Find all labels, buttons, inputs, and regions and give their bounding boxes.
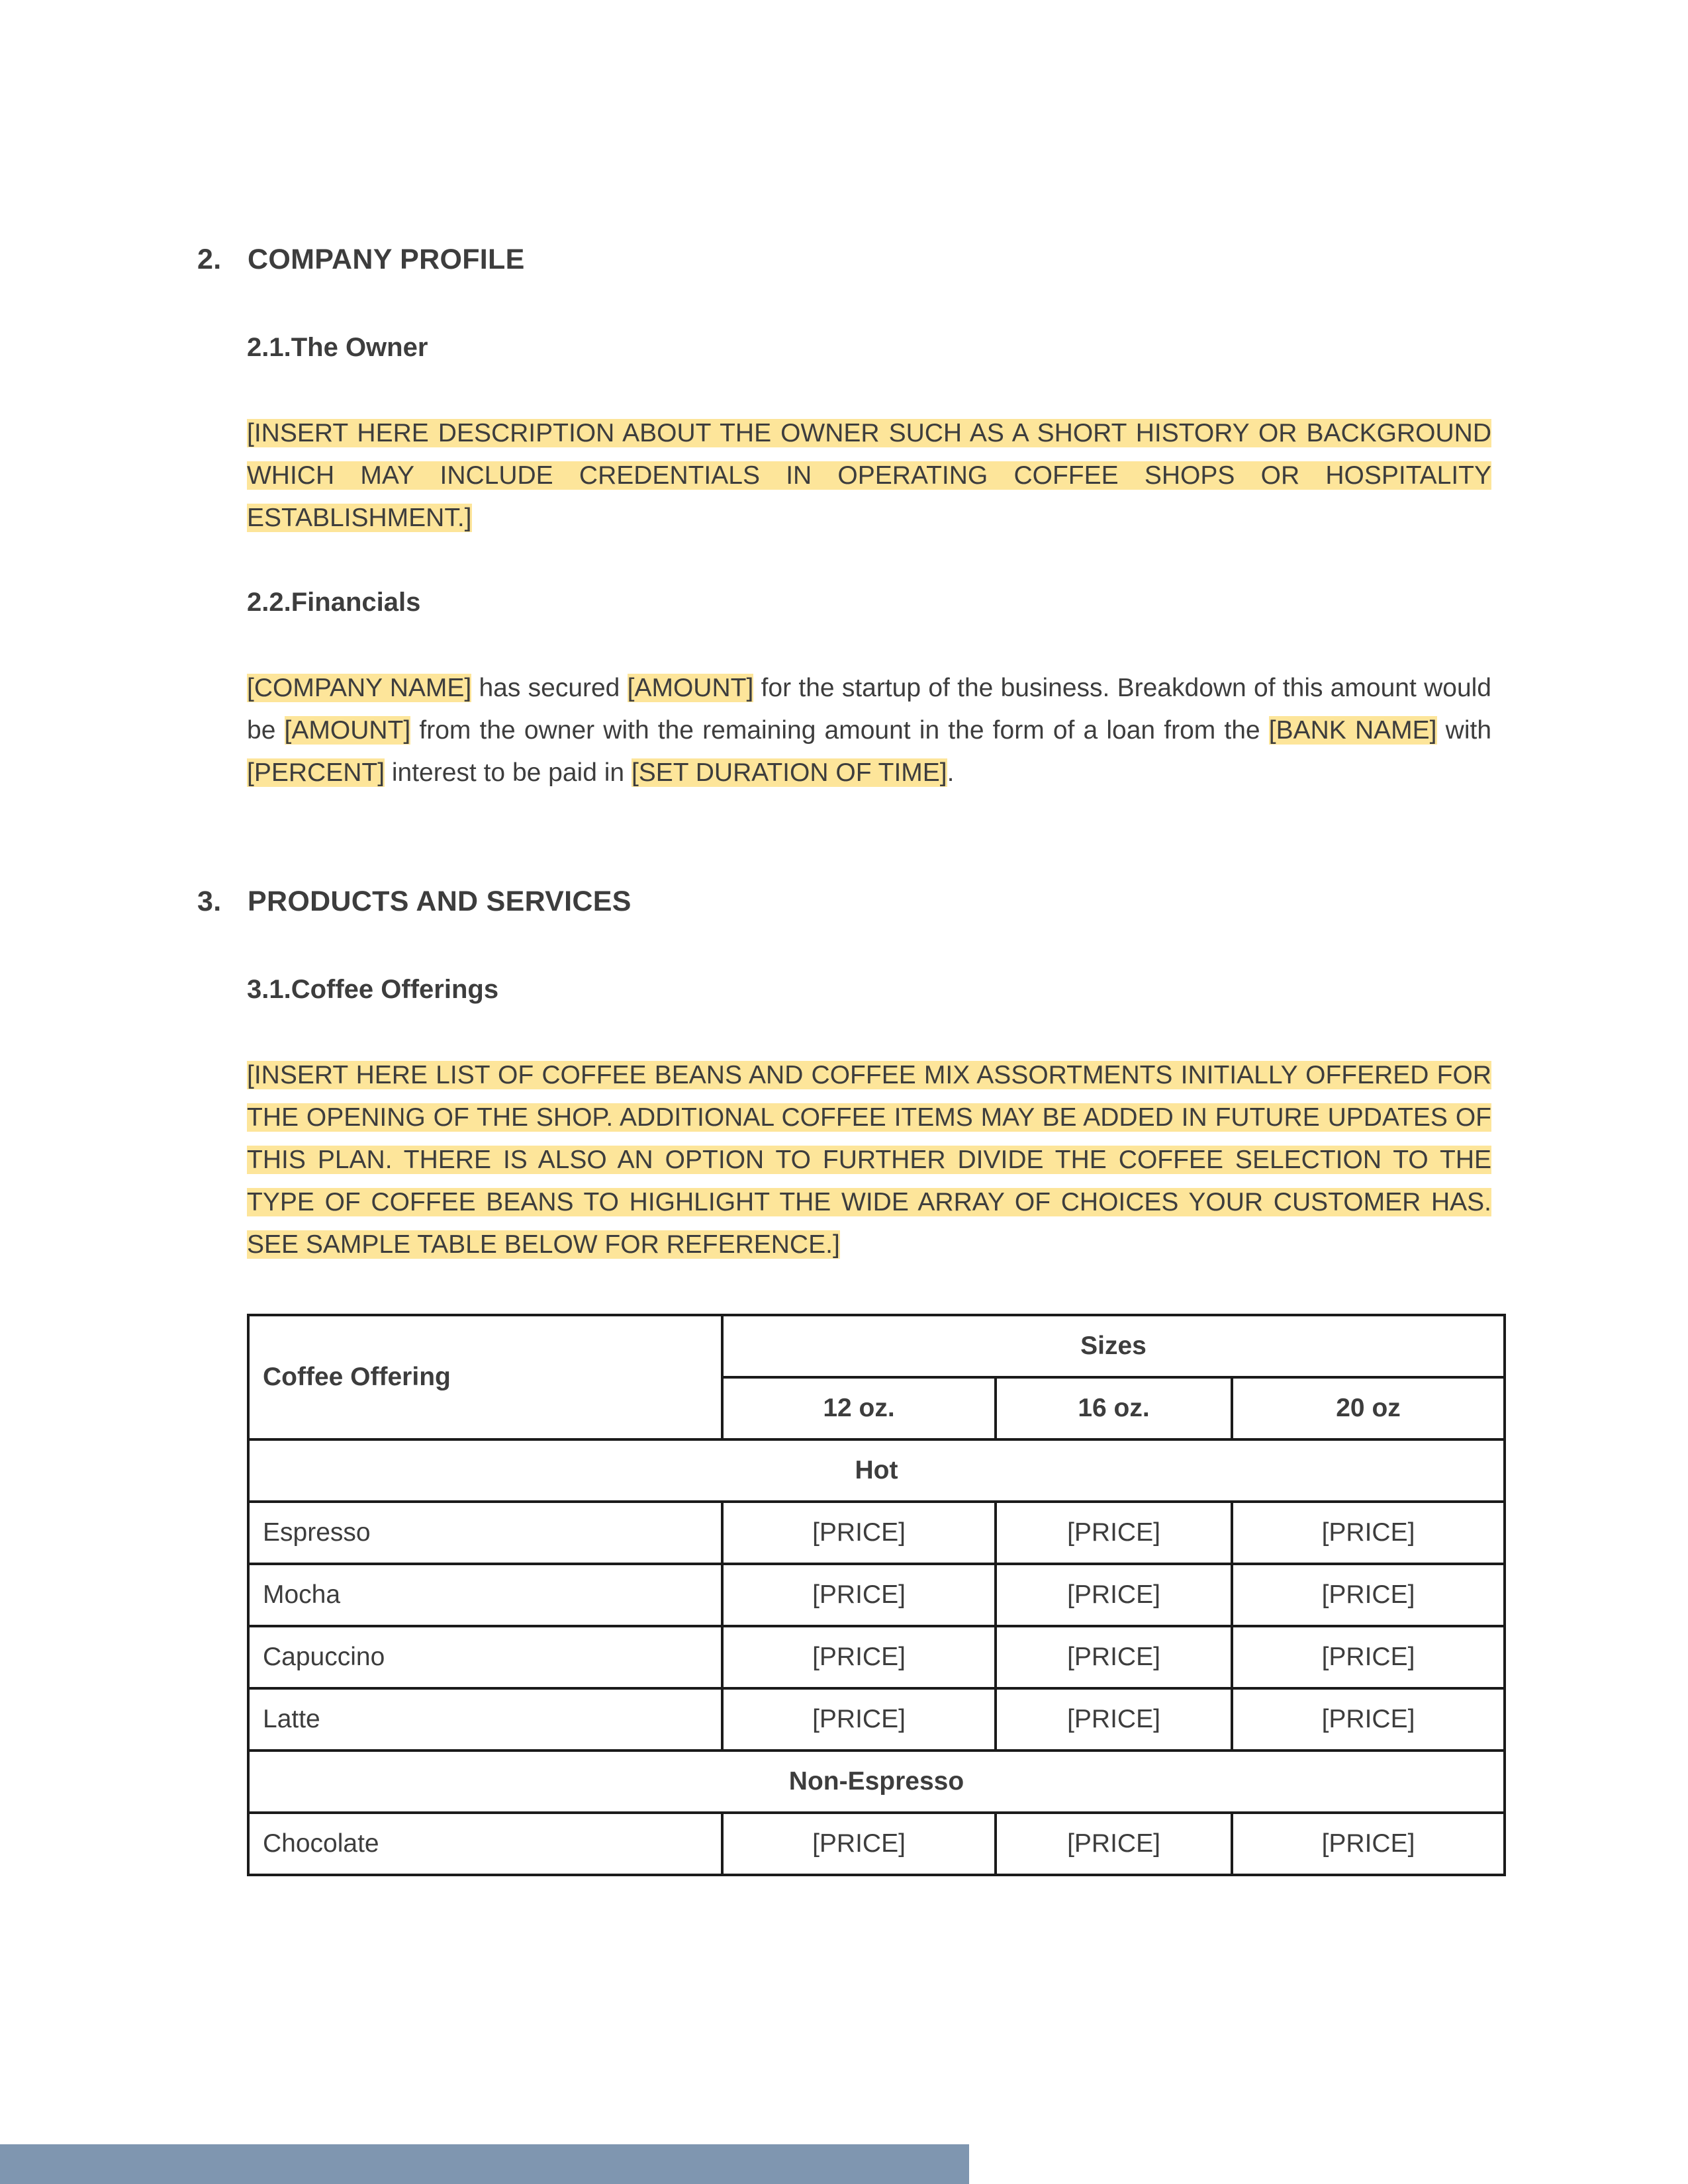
price-cell: [PRICE]: [1232, 1688, 1505, 1751]
financials-text: from the owner with the remaining amount in the form of a loan from the: [410, 716, 1269, 745]
amount-placeholder: [AMOUNT]: [627, 674, 754, 702]
price-cell: [PRICE]: [1232, 1564, 1505, 1626]
financials-text: has secured: [471, 674, 628, 702]
size-header: 20 oz: [1232, 1377, 1505, 1439]
subheading-coffee-offerings: 3.1.Coffee Offerings: [247, 975, 499, 1004]
offering-name: Latte: [248, 1688, 722, 1751]
financials-text: .: [947, 758, 955, 787]
coffee-offerings-paragraph: [247, 1054, 1491, 1266]
price-cell: [PRICE]: [722, 1688, 996, 1751]
table-row: [248, 1813, 1505, 1875]
price-cell: [PRICE]: [996, 1564, 1232, 1626]
price-cell: [PRICE]: [1232, 1626, 1505, 1688]
price-cell: [PRICE]: [1232, 1502, 1505, 1564]
bank-name-placeholder: [BANK NAME]: [1268, 716, 1437, 745]
duration-placeholder: [SET DURATION OF TIME]: [631, 758, 947, 787]
group-non-espresso: Non-Espresso: [248, 1751, 1505, 1813]
company-name-placeholder: [COMPANY NAME]: [247, 674, 472, 702]
footer-accent-bar: [0, 2144, 969, 2184]
offering-name: Mocha: [248, 1564, 722, 1626]
financials-text: interest to be paid in: [385, 758, 632, 787]
financials-text: with: [1436, 716, 1492, 745]
section-title: PRODUCTS AND SERVICES: [248, 886, 632, 917]
table-group-row: [248, 1751, 1505, 1813]
price-cell: [PRICE]: [722, 1813, 996, 1875]
percent-placeholder: [PERCENT]: [247, 758, 385, 787]
section-heading-products-services: [197, 886, 632, 918]
amount-placeholder: [AMOUNT]: [284, 716, 411, 745]
size-header: 16 oz.: [996, 1377, 1232, 1439]
price-cell: [PRICE]: [996, 1813, 1232, 1875]
coffee-offerings-placeholder: [INSERT HERE LIST OF COFFEE BEANS AND COFFEE MIX ASSORTMENTS INITIALLY OFFERED FOR THE OPENING OF THE SHOP. ADDITIONAL COFFEE ITEMS MAY BE ADDED IN FUTURE UPDATES OF THIS PLAN. THERE IS ALSO AN OPTION TO FURTHER DIVIDE THE COFFEE SELECTION TO THE TYPE OF COFFEE BEANS TO HIGHLIGHT THE WIDE ARRAY OF CHOICES YOUR CUSTOMER HAS. SEE SAMPLE TABLE BELOW FOR REFERENCE.]: [247, 1061, 1491, 1259]
sizes-header: Sizes: [722, 1315, 1505, 1377]
price-cell: [PRICE]: [722, 1564, 996, 1626]
price-cell: [PRICE]: [996, 1626, 1232, 1688]
price-cell: [PRICE]: [996, 1502, 1232, 1564]
coffee-offering-header: Coffee Offering: [248, 1315, 722, 1439]
price-cell: [PRICE]: [722, 1502, 996, 1564]
section-number: 2.: [197, 244, 222, 275]
owner-description-paragraph: [247, 412, 1491, 539]
price-cell: [PRICE]: [1232, 1813, 1505, 1875]
section-title: COMPANY PROFILE: [248, 244, 525, 275]
table-header-row: [248, 1315, 1505, 1377]
financials-paragraph: [247, 667, 1491, 794]
owner-description-placeholder: [INSERT HERE DESCRIPTION ABOUT THE OWNER SUCH AS A SHORT HISTORY OR BACKGROUND WHICH MAY INCLUDE CREDENTIALS IN OPERATING COFFEE SHOPS OR HOSPITALITY ESTABLISHMENT.]: [247, 419, 1491, 532]
offering-name: Capuccino: [248, 1626, 722, 1688]
table-row: [248, 1626, 1505, 1688]
group-hot: Hot: [248, 1439, 1505, 1502]
offering-name: Chocolate: [248, 1813, 722, 1875]
coffee-offering-table: [247, 1314, 1506, 1876]
table-row: [248, 1564, 1505, 1626]
size-header: 12 oz.: [722, 1377, 996, 1439]
price-cell: [PRICE]: [722, 1626, 996, 1688]
offering-name: Espresso: [248, 1502, 722, 1564]
subheading-the-owner: 2.1.The Owner: [247, 333, 428, 362]
section-number: 3.: [197, 886, 222, 917]
table-group-row: [248, 1439, 1505, 1502]
financials-text: for the startup of the business. Breakdown of this amount would be: [247, 674, 1491, 745]
price-cell: [PRICE]: [996, 1688, 1232, 1751]
section-heading-company-profile: [197, 244, 525, 276]
table-row: [248, 1688, 1505, 1751]
table-row: [248, 1502, 1505, 1564]
subheading-financials: 2.2.Financials: [247, 588, 421, 617]
